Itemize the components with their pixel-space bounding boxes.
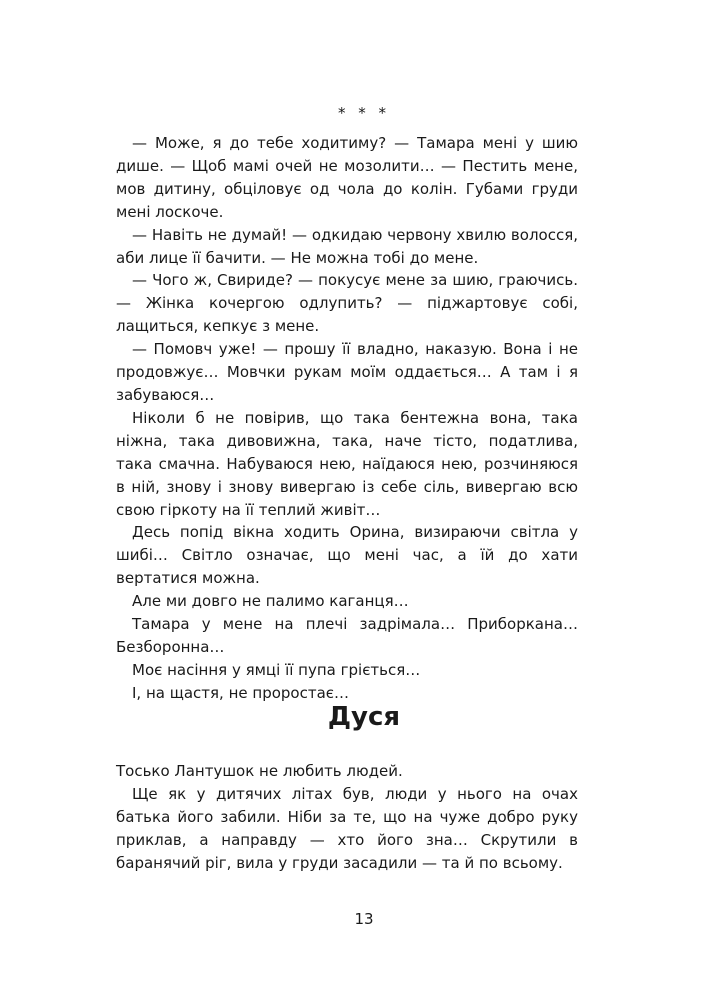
paragraph: Але ми довго не палимо каганця…	[132, 592, 409, 611]
chapter-title: Дуся	[327, 702, 401, 732]
paragraph: — Може, я до тебе ходитиму? — Тамара мені у шию дише. — Щоб мамі очей не мозолити… — Пестить мене, мов дитину, обціловує од чола до колін. Губами груди мені лоскоче.	[116, 134, 578, 221]
section-text	[116, 132, 578, 705]
paragraph: Тамара у мене на плечі задрімала… Приборкана… Безборонна…	[116, 615, 578, 656]
paragraph: — Помовч уже! — прошу її владно, наказую. Вона і не продовжує… Мовчки рукам моїм оддається… А там і я забуваюся…	[116, 340, 578, 404]
chapter-first-paragraph: Тосько Лантушок не любить людей.	[116, 762, 403, 780]
chapter-text	[116, 760, 578, 875]
paragraph: Ніколи б не повірив, що така бентежна вона, така ніжна, така дивовижна, така, наче тісто, податлива, така смачна. Набуваюся нею, наїдаюся нею, розчиняюся в ній, знову і знову вивергаю із себе сіль, вивергаю всю свою гіркоту на її теплий живіт…	[116, 408, 578, 519]
paragraph: — Навіть не думай! — одкидаю червону хвилю волосся, аби лице її бачити. — Не можна тобі до мене.	[116, 225, 578, 267]
paragraph: Десь попід вікна ходить Орина, визираючи світла у шибі… Світло означає, що мені час, а їй до хати вертатися можна.	[116, 523, 578, 588]
page-number: 13	[354, 910, 374, 928]
paragraph: Ще як у дитячих літах був, люди у нього на очах батька його забили. Ніби за те, що на чуже добро руку приклав, а направду — хто його зна… Скрутили в баранячий ріг, вила у груди засадили — та й по всьому.	[116, 784, 578, 872]
paragraph: І, на щастя, не проростає…	[132, 683, 350, 702]
paragraph: Моє насіння у ямці її пупа гріється…	[132, 660, 421, 679]
section-separator: * * *	[337, 104, 391, 122]
paragraph: — Чого ж, Свириде? — покусує мене за шию, граючись. — Жінка кочергою одлупить? — піджартовує собі, лащиться, кепкує з мене.	[116, 271, 578, 336]
